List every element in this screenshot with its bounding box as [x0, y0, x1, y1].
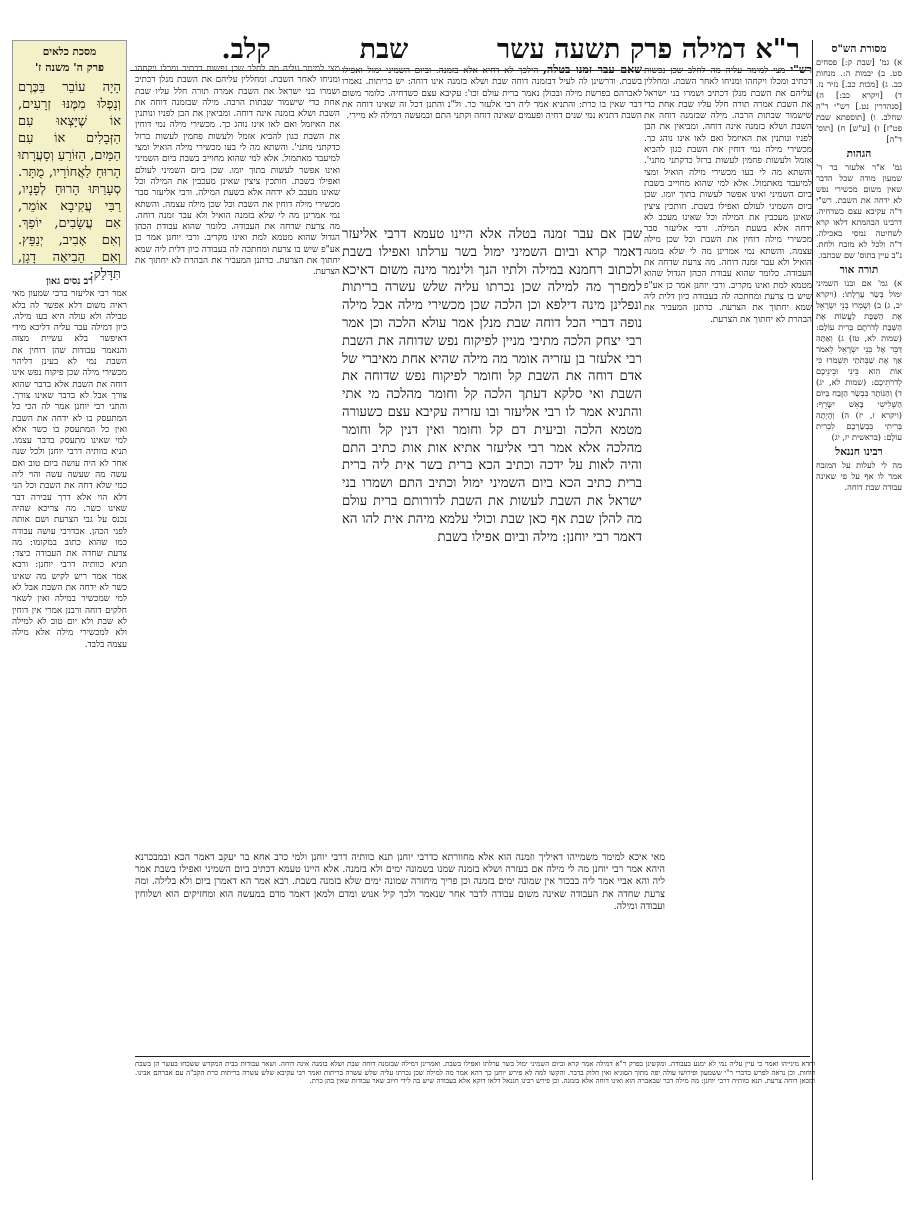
left-commentary — [12, 272, 127, 1052]
rav-nissim-heading: רב נסים גאון — [46, 276, 93, 287]
footnotes-text: וחדא מינייהו ואמר כי עיין עליה נמי לא ימנע בעבודה. ומקשינן בפרק ר"א דמילה אמר קרא וביום השמיני ימול בשר ערלתו ואפילו בשבת. ואמרינן דמילה שבזמנה דוחה שבת ושלא בזמנה אינה דוחה. ושאר עבודות בבית המקדש ששכחו בעשר הן בשבת דוחות. וכן נראה לפרש כדברי ר"י ששמעון ופירושו עולה יפה מתוך הסוגיא ואין חלוק בדבר. והקשו למה לא פירש יוחנן כך דהא אמר מה למילה שכן נכרתו עליה שלש עשרה בריתות ואמר רבי עקיבא שלש עשרה בריתות כרת הקב"ה עם אברהם אבינו. ומכאן דוחה צרעת. תנא כוותיה דרבי יוחנן: מה מילה דבר שבאברה הוא ואינו דוחה אלא בזמנה. וכן פירש רבינו חננאל דלאו דוקא אלא בעבודה שיש בה לידי חיוב שאר עבודות שאין בהן כרת. — [135, 1060, 815, 1086]
footnote-divider — [135, 1056, 810, 1057]
masoret-title: מסורת הש"ס — [831, 43, 887, 55]
gemara-body: שבן אם עבר זמנה בטלה אלא היינו טעמא דרבי אליעזר דאמר קרא וביום השמיני ימול בשר ערלתו ואפילו בשבת ולכתוב רחמנא במילה ולתיו הנך ולינמר מינה משום דאיכא למפרך מה למילה שכן נכרתו עליה שלש עשרה בריתות ונפלינן מינה דילפא וכן הלכה שכן מכשירי מילה אבל מילה נופה דברי הכל דוחה שבת מנלן אמר עולא הלכה וכן אמר רבי יצחק הלכה מתיבי מניין לפיקוח נפש שדוחה את השבת רבי אלעזר בן עזריה אומר מה מילה שהיא אחת מאיברי של אדם דוחה את השבת קל וחומר לפיקוח נפש שדוחה את השבת ואי סלקא דעתך הלכה קל וחומר מהלכה מי אתי והתניא אמר לו רבי אליעזר ובו עזריה עקיבא עצם כשעורה מטמא הלכה וביעית דם קל וחומר ואין דנין קל וחומר מהלכה אלא אמר רבי אליעזר אתיא אות אות כתיב התם והיה לאות על ידכה וכתיב הכא ברית בשר אית ליה ברית ברית כתיב הכא ביום השמיני ימול וכתיב התם ושמרו בני ישראל את השבת לעשות את השבת לדורותם ברית עולם מה להלן שבת אף כאן שבת וכולי עלמא מיהת אית להו הא דאמר רבי יוחנן: מילה וביום אפילו בשבת — [342, 227, 642, 545]
right-margin-divider — [812, 40, 813, 1180]
rabbenu-text: מה לי לעלות על המזבח אמר לו אף על פי שאינה עבודה שבת דוחה. — [816, 460, 902, 492]
header-folio: קלב. — [221, 34, 271, 65]
masoret-text: א) גמ' [שבת ק:] פסחים סט. ב) יבמות ה:. מנחות כב. ג) [מכות כב.] נזיר נז. ד) [ויקרא כב:] ה) [סנהדרין נט.] רש"י ד"ה שחלב. ו) [תוספתא שבת פט"ז] ז) [ע"ש] ח) [תוס' ד"ה] — [816, 57, 902, 144]
tosafot-top-block — [342, 64, 642, 224]
torah-or-text: א) גמ' אם ובנו השמיני יִמּוֹל בְּשַׂר עָרְלָתוֹ: (ויקרא יב, ג) ב) וְשָׁמְרוּ בְנֵי יִשְׂרָאֵל אֶת הַשַּׁבָּת לַעֲשׂוֹת אֶת הַשַּׁבָּת לְדֹרֹתָם בְּרִית עוֹלָם: (שמות לא, טז) ג) וְאַתָּה דַּבֵּר אֶל בְּנֵי יִשְׂרָאֵל לֵאמֹר אַךְ אֶת שַׁבְּתֹתַי תִּשְׁמֹרוּ כִּי אוֹת הִוא בֵּינִי וּבֵינֵיכֶם לְדֹרֹתֵיכֶם: (שמות לא, יג) ד) וְהַנּוֹתָר בִּבְשַׂר הַזֶּבַח בַּיּוֹם הַשְּׁלִישִׁי בָּאֵשׁ יִשָּׂרֵף: (ויקרא ז, יז) ה) וְהָיְתָה בְּרִיתִי בִּבְשַׂרְכֶם לִבְרִית עוֹלָם: (בראשית יז, יג) — [816, 278, 902, 442]
rashi-lead: רש"י — [790, 63, 813, 76]
tosafot-column-text: מצי למימר עליה מה לחלב שכן נפשות דכתיב ומכלו ויקחהו ומניחו לאחר השבת. ומחללין עליהם את השבת מנלן דכתיב ושמרו בני ישראל את השבת אמרה תורה חלל עליו שבת אחת כדי שישמור שבתות הרבה. מילה שבזמנה דוחה את השבת ושלא בזמנה אינה דוחה. ומביאין את הבן לפניו ונותנין את האיזמל ואם לאו אינו נוהג כך. מכשירי מילה נמי דוחין את השבת כגון להביא אזמל ולעשות פחמין לעשות ברזל כדקתני מתני'. והשתא מה לי בעו מכשירי מילה הואיל ומצי למיעבד מאתמול. אלא למי שהוא מחוייב בשבת ביום השמיני ואינו אפשר לעשות בתוך יומו. שכן ביום השמיני לעולם ואפילו בשבת. חותכין ציצין שאינן מעכבין את המילה וכל שאינו מעכב לא ידחה אלא בשעת המילה. ורבי אליעזר סבר מכשירי מילה דוחין את השבת וכל שכן מילה עצמה. והשתא נמי אמרינן מה לי שלא בזמנה הואיל ולא עבר זמנה דוחה. מה צרעת שדחה את העבודה. כלומר שהוא עבודת הכהן הגדול שהוא מטמא למת ואינו מקריב. ורבי יוחנן אמר כן אע"פ שיש בו צרעת ומחתכה לה בעבודה כיון דלית ליה שמא יחתוך את הצרעת. כדתנן המעביר את הבהרת לא יחתוך את הצרעת. — [135, 64, 340, 278]
tosafot-top-text: הילכך לא דחיא אלא בזמנה. וביום השמיני ימול ואפילו בשבת. ודרשינן לה לעיל דבזמנה דוחה שבת ושלא בזמנה אינו דוחה: יש בריתות. נאמרו לאברהם בפרשת מילה ובכולן נאמר ברית עולם וכו': עקיבא עצם כשדחיה. כלומר משום דבר שאין בו כרת: והתניא אמר ליה רבי אלעזר כר. ול"נ והתנן דכל זה שאינו דוחה את השבת דתניא נמי שנים דחיה ופעמים שאינה דוחה וקתני התם ובמעשה דמילה לא מיירי. — [342, 66, 642, 122]
page-header — [180, 34, 800, 68]
mishna-subheading: פרק ה' משנה ז' — [34, 61, 105, 74]
haggahot-title: הגהות — [846, 148, 872, 160]
header-tractate: שבת — [359, 34, 409, 65]
rabbenu-title: רבינו חננאל — [835, 446, 883, 458]
gemara-continuation — [135, 852, 665, 1054]
header-chapter: ר"א דמילה — [681, 34, 800, 65]
right-margin — [816, 40, 902, 1090]
gemara-text — [342, 226, 642, 846]
mishna-text: הָיָה עוֹבֵר בַּכֶּרֶם וְנָפְלוּ מִמֶּנּוּ זְרָעִים, אוֹ שֶׁיָּצְאוּ עִם הַזְּבָלִים אוֹ עִם הַמַּיִם, הַזּוֹרֵעַ וְסָעֲרָתוּ הָרוּחַ לַאֲחוֹרָיו, מֻתָּר. סְעָרַתּוּ הָרוּחַ לְפָנָיו, רַבִּי עֲקִיבָא אוֹמֵר, אִם עֲשָׂבִים, יוֹפַךְ. וְאִם אָבִיב, יְנַפֵּץ. וְאִם הֵבִיאָה דָגָן, תִּדָּלֵק: — [18, 80, 121, 282]
torah-or-title: תורה אור — [839, 264, 879, 276]
haggahot-text: גמ' א"ר אלעזר בר ר' שמעון מודה שכל הדבר שאין משום מכשירי נפש לא ידחה את השבת. רש"י ד"ה עקיבא עצם כשדחיה. דרבינו הבהמתא דלאו קרא לשחיטה נמסי באכילה. ד"ה ולכל לא מזבח ולחת. נ"ב עיין בתוס' שם שכתבו. — [816, 162, 902, 260]
tosafot-top-lead: שאם עבר זמנו בטלה, — [543, 63, 642, 76]
left-commentary-text: אמר רבי אליעזר ברבי שמעון מאי ראיה משום דלא אפשר לה בלא טבילה ולא עולה היא בעו מילה. כיון דמילה עבר עליה דליכא מידי דאיפשר בלא עשיית מצוה והנאמר עבודות שהן דוחין את השבת נמי לא בעינן דליהוי מכשירי מילה שכן פיקוח נפש אינו דוחה את השבת אלא בדבר שהוא צורך אבל לא בדבר שאינו צורך. והתני רבי יוחנן אמר לה הכי כל המתעסק בו לא ידחה את השבת ואין כל המתעסק בו כשר אלא למי שאינו מתעסק בדבר עצמו. תניא כוותיה דרבי יוחנן ולכל שנה אחר לא היה עושה ביום טוב ואם עשה מה שעשה עשה והוי ליה כמי שלא דחה את השבת וכל הני דלא הוי אלא דרך עבירה דבר שאינו כשר. מה צריכא שהיה נכנס על גבי הצרעת ושם אותה לפני הכהן. אכדרבי עושה עבודה כמו שהוא כתוב במקומו: מה צרעת שחדה את העבודה כיצד: תניא כוותיה דרבי יוחנן: ורבא אמר אמר ריש לקיש מה שאינו כשר לא ידחה את השבת אבל לא למי שמכשיר במילה ואין לשאר חלקים דוחה ורבנן אמרי אין דוחין לא שבת ולא יום טוב לא למילה ולא למכשירי מילה אלא מילה עצמה בלבד. — [12, 289, 127, 650]
mishna-heading: מסכת כלאים — [42, 46, 97, 58]
gemara-continuation-text: מאי איכא למימר משמייהו דאיליך וזמנה הוא אלא מחוורתא כדרבי יוחנן תנא כוותיה דרבי יוחנן ולמי כרב אחא בר יעקב דאמר הכא ובמבכרנא היהא אמר רבי יוחנן מה לי מילה אם בעזרה ושלא בזמנה שמנו בשמונה ימים ולא בזמנה. אלא היינו טעמא דכתיב ביום השמיני ואפילו בשבת אמר ליה והא אביי אמר ליה בבכור אין שמונה ימים בזמנה וכן פריך מיחזרה שמונה ימים שלא בזמנה בשבת. רבא אמר הא דאמרן ביום ולא בלילה. ומה צרעת שחדה את העבודה שאינה משום עבודה לדבר אחר שנאמר ולכך קיל אנוש ומדם ולמאן דאמר מדם במעשה הוא ומחזיקים הוא ושלוחין ועבודה ומילה. — [135, 852, 665, 912]
rashi-column — [644, 64, 812, 1124]
footnotes — [135, 1060, 815, 1180]
header-perek: פרק תשעה עשר — [497, 34, 673, 65]
rashi-text: מצי למימר עליה מה לחלב שכן נפשות דכתיב ומכלו ויקחהו ומניחו לאחר השבת. ומחללין עליהם את השבת מנלן דכתיב ושמרו בני ישראל את השבת אמרה תורה חלל עליו שבת אחת כדי שישמור שבתות הרבה. מילה שבזמנה דוחה את השבת ושלא בזמנה אינה דוחה. ומביאין את הבן לפניו ונותנין את האיזמל ואם לאו אינו נוהג כך. מכשירי מילה נמי דוחין את השבת כגון להביא אזמל ולעשות פחמין לעשות ברזל כדקתני מתני'. והשתא מה לי בעו מכשירי מילה הואיל ומצי למיעבד מאתמול. אלא למי שהוא מחוייב בשבת ביום השמיני ואינו אפשר לעשות בתוך יומו. שכן ביום השמיני לעולם ואפילו בשבת. חותכין ציצין שאינן מעכבין את המילה וכל שאינו מעכב לא ידחה אלא בשעת המילה. ורבי אליעזר סבר מכשירי מילה דוחין את השבת וכל שכן מילה עצמה. והשתא נמי אמרינן מה לי שלא בזמנה הואיל ולא עבר זמנה דוחה. מה צרעת שדחה את העבודה. כלומר שהוא עבודת הכהן הגדול שהוא מטמא למת ואינו מקריב. ורבי יוחנן אמר כן אע"פ שיש בו צרעת ומחתכה לה בעבודה כיון דלית ליה שמא יחתוך את הצרעת. כדתנן המעביר את הבהרת לא יחתוך את הצרעת. — [644, 66, 812, 325]
